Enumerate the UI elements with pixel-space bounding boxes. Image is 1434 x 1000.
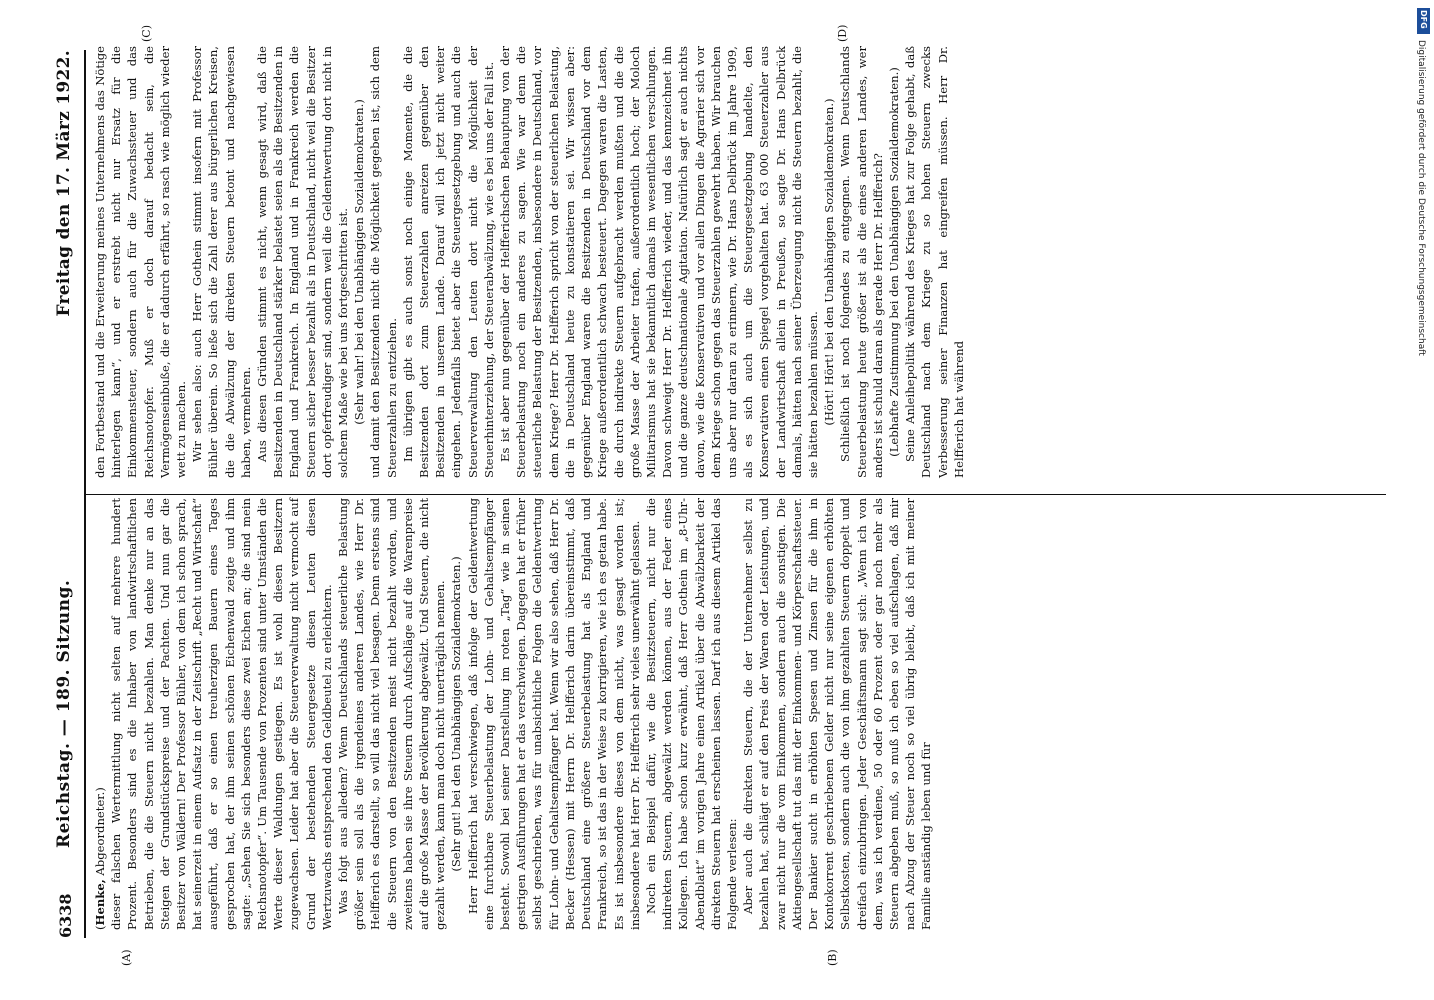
margin-marker-b: (B) xyxy=(826,949,839,966)
interjection: (Sehr wahr! bei den Unabhängigen Sozialdemokraten.) xyxy=(352,99,367,425)
margin-marker-a: (A) xyxy=(120,949,133,966)
speaker-line: (Henke, Abgeordneter.) xyxy=(93,787,107,930)
speaker-role: Abgeordneter.) xyxy=(93,787,107,876)
digitization-note xyxy=(1408,40,1430,680)
left-column xyxy=(92,498,935,930)
session-date: Freitag den 17. März 1922. xyxy=(54,50,74,317)
margin-marker-d: (D) xyxy=(836,24,849,42)
paragraph: Was folgt aus alledem? Wenn Deutschlands steuerliche Belastung größer sein soll als die irgendeines anderen Landes, wie Herr Dr. Helfferich es darstellt, so will das nicht viel besagen. Denn erstens sind die Steuern von den Besitzenden meist nicht bezahlt worden, und zweitens haben sie ihre Steuern durch Aufschläge auf die Warenpreise auf die große Masse der Bevölkerung abgewälzt. Und Steuern, die nicht gezahlt werden, kann man doch nicht unerträglich nennen. xyxy=(336,498,448,930)
digitization-text: Digitalisierung gefördert durch die Deutsche Forschungsgemeinschaft xyxy=(1416,40,1426,356)
column-divider xyxy=(86,494,1386,495)
paragraph: Schließlich ist noch folgendes zu entgegnen. Wenn Deutschlands Steuerbelastung heute größer ist als die eines anderen Landes, wer anders ist schuld daran als gerade Herr Dr. Helfferich? xyxy=(838,46,885,478)
margin-marker-c: (C) xyxy=(140,25,153,42)
running-head xyxy=(52,50,82,938)
dfg-logo xyxy=(1417,8,1430,34)
paragraph: Aus diesen Gründen stimmt es nicht, wenn gesagt wird, daß die Besitzenden in Deutschland stärker belastet seien als die Besitzenden in England und Frankreich. In England und in Frankreich werden die Steuern sicher besser bezahlt als in Deutschland, nicht weil die Besitzer dort opferfreudiger sind, sondern weil die Geldentwertung dort nicht in solchem Maße wie bei uns fortgeschritten ist. xyxy=(255,46,351,478)
paragraph: Noch ein Beispiel dafür, wie die Besitzsteuern, nicht nur die indirekten Steuern, abgewälzt werden können, aus der Feder eines Kollegen. Ich habe schon kurz erwähnt, daß Herr Gothein im „8-Uhr-Abendblatt“ im vorigen Jahre einen Artikel über die Abwälzbarkeit der direkten Steuern hat erscheinen lassen. Darf ich aus diesem Artikel das Folgende verlesen: xyxy=(643,498,739,930)
paragraph: dieser falschen Wertermittlung nicht selten auf mehrere hundert Prozent. Besonders sind es die Inhaber von landwirtschaftlichen Betrieben, die die Steuern nicht bezahlen. Man denke nur an das Steigen der Grundstückspreise und der Pachten. Und nun gar die Besitzer von Wäldern! Der Professor Bühler, von dem ich schon sprach, hat seinerzeit in einem Aufsatz in der Zeitschrift „Recht und Wirtschaft“ ausgeführt, daß er so einen treuherzigen Bauern eines Tages gesprochen hat, der ihm seinen schönen Eichenwald zeigte und ihm sagte: „Sehen Sie sich besonders diese zwei Eichen an; die sind mein Reichsnotopfer“. Um Tausende von Prozenten sind unter Umständen die Werte dieser Waldungen gestiegen. Es ist wohl diesen Besitzern zugewachsen. Leider hat aber die Steuerverwaltung nicht vermocht auf Grund der bestehenden Steuergesetze diesen Leuten diesen Wertzuwachs entsprechend den Geldbeutel zu erleichtern. xyxy=(109,498,334,930)
session-title: Reichstag. — 189. Sitzung. xyxy=(54,579,74,848)
paragraph: und damit den Besitzenden nicht die Möglichkeit gegeben ist, sich dem Steuerzahlen zu entziehen. xyxy=(368,46,399,478)
paragraph: Im übrigen gibt es auch sonst noch einige Momente, die die Besitzenden dort zum Steuerzahlen anreizen gegenüber den Besitzenden in unserem Lande. Darauf will ich jetzt nicht weiter eingehen. Jedenfalls bietet aber die Steuergesetzgebung und auch die Steuerverwaltung den Leuten dort nicht die Möglichkeit der Steuerhinterziehung, der Steuerabwälzung, wie es bei uns der Fall ist. xyxy=(400,46,496,478)
quotation-continued: den Fortbestand und die Erweiterung meines Unternehmens das Nötige hinterlegen kann“, und er erstrebt nicht nur Ersatz für die Einkommensteuer, sondern auch für die Zuwachssteuer und das Reichsnotopfer. Muß er doch darauf bedacht sein, die Vermögenseinbuße, die er dadurch erfährt, so rasch wie möglich wieder wett zu machen. xyxy=(93,46,189,478)
interjection: (Sehr gut! bei den Unabhängigen Sozialdemokraten.) xyxy=(449,556,464,872)
page-number: 6338 xyxy=(56,893,75,938)
paragraph: Wir sehen also: auch Herr Gothein stimmt insofern mit Professor Bühler überein. So ließe sich die Zahl derer aus bürgerlichen Kreisen, die die Abwälzung der direkten Steuern betont und nachgewiesen haben, vermehren. xyxy=(190,46,253,478)
paragraph: Es ist aber nun gegenüber der Helfferichschen Behauptung von der Steuerbelastung noch ein anderes zu sagen. Wie war denn die steuerliche Belastung der Besitzenden, insbesondere in Deutschland, vor dem Kriege? Herr Dr. Helfferich spricht von der steuerlichen Belastung, die in Deutschland heute zu konstatieren sei. Wir wissen aber: gegenüber England waren die Besitzenden in Deutschland vor dem Kriege außerordentlich schwach besteuert. Dagegen waren die Lasten, die durch indirekte Steuern aufgebracht werden mußten und die die große Masse der Arbeiter trafen, außerordentlich hoch; der Moloch Militarismus hat sie bekanntlich damals im wesentlichen verschlungen. Davon schweigt Herr Dr. Helfferich wieder, und das kennzeichnet ihn und die ganze deutschnationale Agitation. Natürlich sagt er auch nichts davon, wie die Konservativen und vor allen Dingen die Agrarier sich vor dem Kriege schon gegen das Steuerzahlen gewehrt haben. Wir brauchen uns aber nur daran zu erinnern, wie Dr. Hans Delbrück im Jahre 1909, als es sich auch um die Steuergesetzgebung handelte, den Konservativen einen Spiegel vorgehalten hat. 63 000 Steuerzahler aus der Landwirtschaft allein in Preußen, so sagte Dr. Hans Delbrück damals, hätten nach seiner Überzeugung nicht die Steuern bezahlt, die sie hätten bezahlen müssen. xyxy=(498,46,820,478)
dfg-logo-text: DFG xyxy=(1419,10,1428,29)
paragraph: Herr Helfferich hat verschwiegen, daß infolge der Geldentwertung eine furchtbare Steuerbelastung der Lohn- und Gehaltsempfänger besteht. Sowohl bei seiner Darstellung im roten „Tag“ wie in seinen gestrigen Ausführungen hat er das verschwiegen. Dagegen hat er früher selbst geschrieben, was für unabsichtliche Folgen die Geldentwertung für Lohn- und Gehaltsempfänger hat. Wenn wir also sehen, daß Herr Dr. Becker (Hessen) mit Herrn Dr. Helfferich darin übereinstimmt, daß Deutschland eine größere Steuerbelastung hat als England und Frankreich, so ist das in der Weise zu korrigieren, wie ich es getan habe. Es ist insbesondere dieses von dem nicht, was gesagt worden ist; insbesondere hat Herr Dr. Helfferich sehr vieles unerwähnt gelassen. xyxy=(465,498,642,930)
speaker-name: Henke, xyxy=(93,879,107,926)
right-column xyxy=(92,46,967,478)
paragraph: Seine Anleihepolitik während des Krieges hat zur Folge gehabt, daß Deutschland nach dem Kriege zu so hohen Steuern zwecks Verbesserung seiner Finanzen hat eingreifen müssen. Herr Dr. Helfferich hat während xyxy=(903,46,966,478)
quotation: Aber auch die direkten Steuern, die der Unternehmer selbst zu bezahlen hat, schlägt er auf den Preis der Waren oder Leistungen, und zwar nicht nur die vom Einkommen, sondern auch die sonstigen. Die Aktiengesellschaft tut das mit der Einkommen- und Körperschaftssteuer. Der Bankier sucht in erhöhten Spesen und Zinsen für die ihm in Kontokorrent geschriebenen Gelder nicht nur seine eigenen erhöhten Selbstkosten, sondern auch die von ihm gezahlten Steuern doppelt und dreifach einzubringen. Jeder Geschäftsmann sagt sich: „Wenn ich von dem, was ich verdiene, 50 oder 60 Prozent oder gar noch mehr als Steuern abgeben muß, so muß ich eben so viel aufschlagen, daß mir nach Abzug der Steuer noch so viel übrig bleibt, daß ich mit meiner Familie anständig leben und für xyxy=(741,498,934,930)
interjection: (Hört! Hört! bei den Unabhängigen Sozialdemokraten.) xyxy=(822,98,837,426)
interjection: (Lebhafte Zustimmung bei den Unabhängigen Sozialdemokraten.) xyxy=(886,67,901,457)
